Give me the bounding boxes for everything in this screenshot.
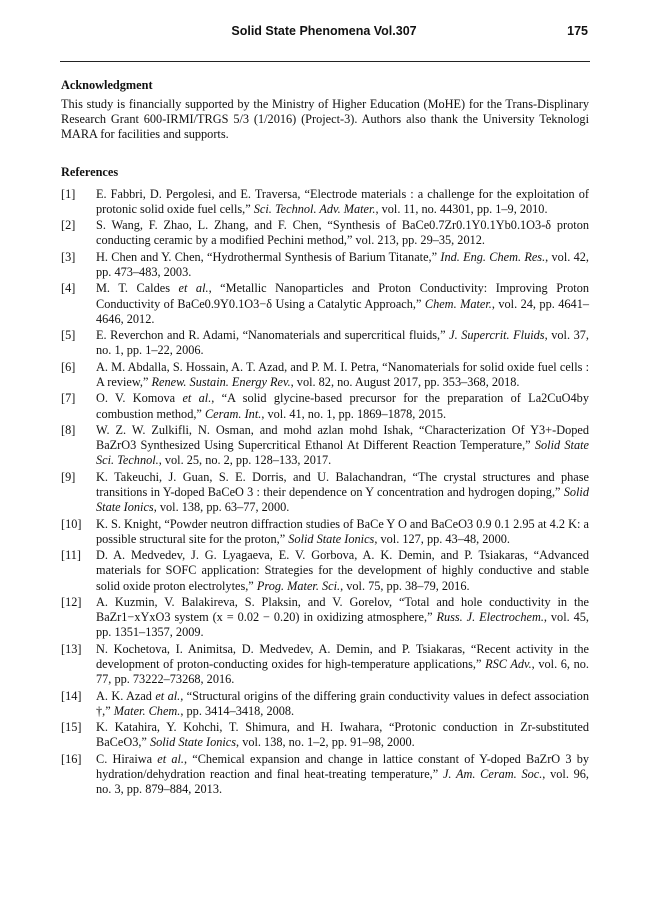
- reference-text: [96, 689, 589, 719]
- reference-journal: Prog. Mater. Sci.: [256, 578, 341, 593]
- reference-authors-title: C. Hiraiwa: [96, 751, 158, 766]
- reference-item: [61, 470, 589, 516]
- reference-text: [96, 360, 589, 390]
- reference-journal: J. Supercrit. Fluids: [449, 328, 545, 343]
- reference-item: [61, 642, 589, 688]
- reference-item: [61, 517, 589, 547]
- reference-journal: Solid State Ionics: [96, 484, 589, 515]
- reference-text: [96, 328, 589, 358]
- reference-text: [96, 281, 589, 327]
- reference-journal: Mater. Chem.: [113, 703, 181, 718]
- reference-text: [96, 423, 589, 469]
- reference-item: [61, 250, 589, 280]
- reference-text: [96, 548, 589, 594]
- reference-item: [61, 391, 589, 421]
- reference-text: [96, 470, 589, 516]
- reference-journal: Solid State Ionics: [149, 735, 237, 750]
- reference-number: [11]: [61, 548, 82, 563]
- reference-authors-title: M. T. Caldes: [96, 281, 179, 296]
- reference-authors-title: E. Reverchon and R. Adami, “Nanomaterials and supercritical fluids,”: [96, 328, 450, 343]
- header-rule: [60, 61, 590, 62]
- reference-authors-title: H. Chen and Y. Chen, “Hydrothermal Synthesis of Barium Titanate,”: [96, 249, 441, 264]
- reference-item: [61, 187, 589, 217]
- reference-number: [5]: [61, 328, 76, 343]
- reference-item: [61, 281, 589, 327]
- reference-number: [12]: [61, 594, 82, 609]
- reference-authors-title: K. S. Knight, “Powder neutron diffraction studies of BaCe Y O and BaCeO3 0.9 0.1 2.95 at 4.2 K: a possible structural site for the proton,”: [96, 516, 589, 546]
- reference-details: , vol. 82, no. August 2017, pp. 353–368, 2018.: [290, 374, 520, 389]
- reference-title: , “Chemical expansion and change in lattice constant of Y-doped BaZrO 3 by hydration/dehydration reaction and final heat-treating temperature,”: [96, 751, 590, 781]
- reference-text: [96, 187, 589, 217]
- reference-number: [1]: [61, 186, 76, 201]
- reference-journal: Sci. Technol. Adv. Mater.: [253, 201, 376, 216]
- journal-title: Solid State Phenomena Vol.307: [231, 24, 417, 38]
- reference-details: , vol. 45, pp. 1351–1357, 2009.: [96, 610, 589, 640]
- reference-details: , vol. 75, pp. 38–79, 2016.: [340, 578, 470, 593]
- reference-title: , “A solid glycine-based precursor for the preparation of La2CuO4by combustion method,”: [96, 391, 589, 421]
- reference-item: [61, 720, 589, 750]
- page-number: 175: [567, 24, 588, 38]
- reference-text: [96, 595, 589, 641]
- reference-details: , vol. 138, pp. 63–77, 2000.: [153, 500, 290, 515]
- reference-journal: J. Am. Ceram. Soc.: [442, 766, 543, 781]
- reference-authors-title: N. Kochetova, I. Animitsa, D. Medvedev, A. Demin, and P. Tsiakaras, “Recent activity in the development of proton-conducting oxides for high-temperature applications,”: [96, 641, 589, 671]
- reference-authors-title: W. Z. W. Zulkifli, N. Osman, and mohd azlan mohd Ishak, “Characterization Of Y3+-Doped BaZrO3 Synthesized Using Supercritical Ethanol At Different Reaction Temperature,”: [96, 422, 589, 453]
- reference-details: , vol. 127, pp. 43–48, 2000.: [374, 531, 510, 546]
- reference-details: , vol. 42, pp. 473–483, 2003.: [96, 249, 589, 279]
- reference-text: [96, 517, 589, 547]
- reference-authors-title: A. Kuzmin, V. Balakireva, S. Plaksin, and V. Gorelov, “Total and hole conductivity in the BaZr1−xYxO3 system (x = 0.02 − 0.20) in oxidizing atmosphere,”: [96, 594, 589, 625]
- reference-number: [13]: [61, 641, 82, 656]
- reference-authors-title: D. A. Medvedev, J. G. Lyagaeva, E. V. Gorbova, A. K. Demin, and P. Tsiakaras, “Advanced materials for SOFC application: Strategies for the development of highly conductive and stable solid oxide proton electrolytes,”: [96, 548, 589, 593]
- reference-number: [16]: [61, 751, 82, 766]
- reference-authors-title: K. Katahira, Y. Kohchi, T. Shimura, and H. Iwahara, “Protonic conduction in Zr-substituted BaCeO3,”: [96, 720, 589, 750]
- reference-journal: Solid State Ionics: [288, 531, 375, 546]
- reference-journal: Ceram. Int.: [204, 406, 262, 421]
- references-heading: References: [61, 164, 119, 179]
- reference-text: [96, 720, 589, 750]
- reference-number: [8]: [61, 422, 76, 437]
- reference-title: , “Structural origins of the differing grain conductivity values in defect association †,”: [96, 688, 589, 718]
- reference-authors-title: A. M. Abdalla, S. Hossain, A. T. Azad, and P. M. I. Petra, “Nanomaterials for solid oxide fuel cells : A review,”: [96, 359, 589, 389]
- acknowledgment-heading: Acknowledgment: [61, 78, 153, 92]
- reference-item: [61, 752, 589, 798]
- reference-journal: Ind. Eng. Chem. Res.: [440, 249, 546, 264]
- reference-journal: Russ. J. Electrochem.: [436, 610, 544, 625]
- reference-et-al: et al.: [178, 281, 209, 296]
- reference-authors-title: K. Takeuchi, J. Guan, S. E. Dorris, and U. Balachandran, “The crystal structures and phase transitions in Y-doped BaCeO 3 : their dependence on Y concentration and hydrogen doping,”: [96, 469, 589, 499]
- reference-journal: Solid State Sci. Technol.: [96, 438, 589, 468]
- reference-number: [2]: [61, 218, 76, 233]
- reference-text: [96, 250, 589, 280]
- reference-title: , “Metallic Nanoparticles and Proton Conductivity: Improving Proton Conductivity of BaCe0.9Y0.1O3−δ Using a Catalytic Approach,”: [96, 281, 589, 311]
- reference-details: , vol. 24, pp. 4641–4646, 2012.: [96, 296, 589, 326]
- reference-details: , vol. 41, no. 1, pp. 1869–1878, 2015.: [261, 406, 447, 421]
- reference-number: [10]: [61, 516, 82, 531]
- reference-details: , vol. 96, no. 3, pp. 879–884, 2013.: [96, 766, 589, 797]
- reference-et-al: et al.: [182, 391, 212, 406]
- reference-authors-title: E. Fabbri, D. Pergolesi, and E. Traversa, “Electrode materials : a challenge for the exploitation of protonic solid oxide fuel cells,”: [96, 186, 589, 216]
- reference-text: [96, 642, 589, 688]
- reference-authors-title: A. K. Azad: [96, 688, 156, 703]
- acknowledgment-text: This study is financially supported by the Ministry of Higher Education (MoHE) for the Trans-Displinary Research Grant 600-IRMI/TRGS 5/3 (1/2016) (Project-3). Authors also thank the University Teknologi MARA for facilities and supports.: [61, 97, 589, 142]
- reference-authors-title: S. Wang, F. Zhao, L. Zhang, and F. Chen, “Synthesis of BaCe0.7Zr0.1Y0.1Yb0.1O3-δ proton conducting ceramic by a modified Pechini method,” vol. 213, pp. 29–35, 2012.: [96, 218, 589, 248]
- reference-journal: Chem. Mater.: [424, 296, 492, 311]
- reference-item: [61, 423, 589, 469]
- reference-details: , pp. 3414–3418, 2008.: [180, 703, 295, 718]
- reference-details: , vol. 37, no. 1, pp. 1–22, 2006.: [96, 328, 589, 358]
- reference-details: , vol. 6, no. 77, pp. 73222–73268, 2016.: [96, 656, 590, 687]
- reference-text: [96, 218, 589, 248]
- reference-et-al: et al.: [155, 688, 181, 703]
- reference-details: , vol. 11, no. 44301, pp. 1–9, 2010.: [375, 201, 548, 216]
- reference-item: [61, 360, 589, 390]
- reference-number: [15]: [61, 720, 82, 735]
- reference-text: [96, 752, 589, 798]
- reference-number: [7]: [61, 391, 76, 406]
- reference-journal: Renew. Sustain. Energy Rev.: [151, 374, 291, 389]
- reference-number: [9]: [61, 469, 76, 484]
- reference-text: [96, 391, 589, 421]
- reference-number: [4]: [61, 281, 76, 296]
- reference-details: , vol. 138, no. 1–2, pp. 91–98, 2000.: [236, 735, 415, 750]
- reference-item: [61, 328, 589, 358]
- reference-authors-title: O. V. Komova: [96, 391, 183, 406]
- reference-details: , vol. 25, no. 2, pp. 128–133, 2017.: [158, 453, 332, 468]
- reference-number: [6]: [61, 359, 76, 374]
- reference-journal: RSC Adv.: [485, 656, 532, 671]
- reference-item: [61, 595, 589, 641]
- reference-number: [14]: [61, 688, 82, 703]
- reference-item: [61, 548, 589, 594]
- reference-item: [61, 689, 589, 719]
- reference-number: [3]: [61, 249, 76, 264]
- reference-et-al: et al.: [157, 751, 184, 766]
- reference-list: [61, 187, 589, 798]
- page-body: [61, 78, 589, 799]
- reference-item: [61, 218, 589, 248]
